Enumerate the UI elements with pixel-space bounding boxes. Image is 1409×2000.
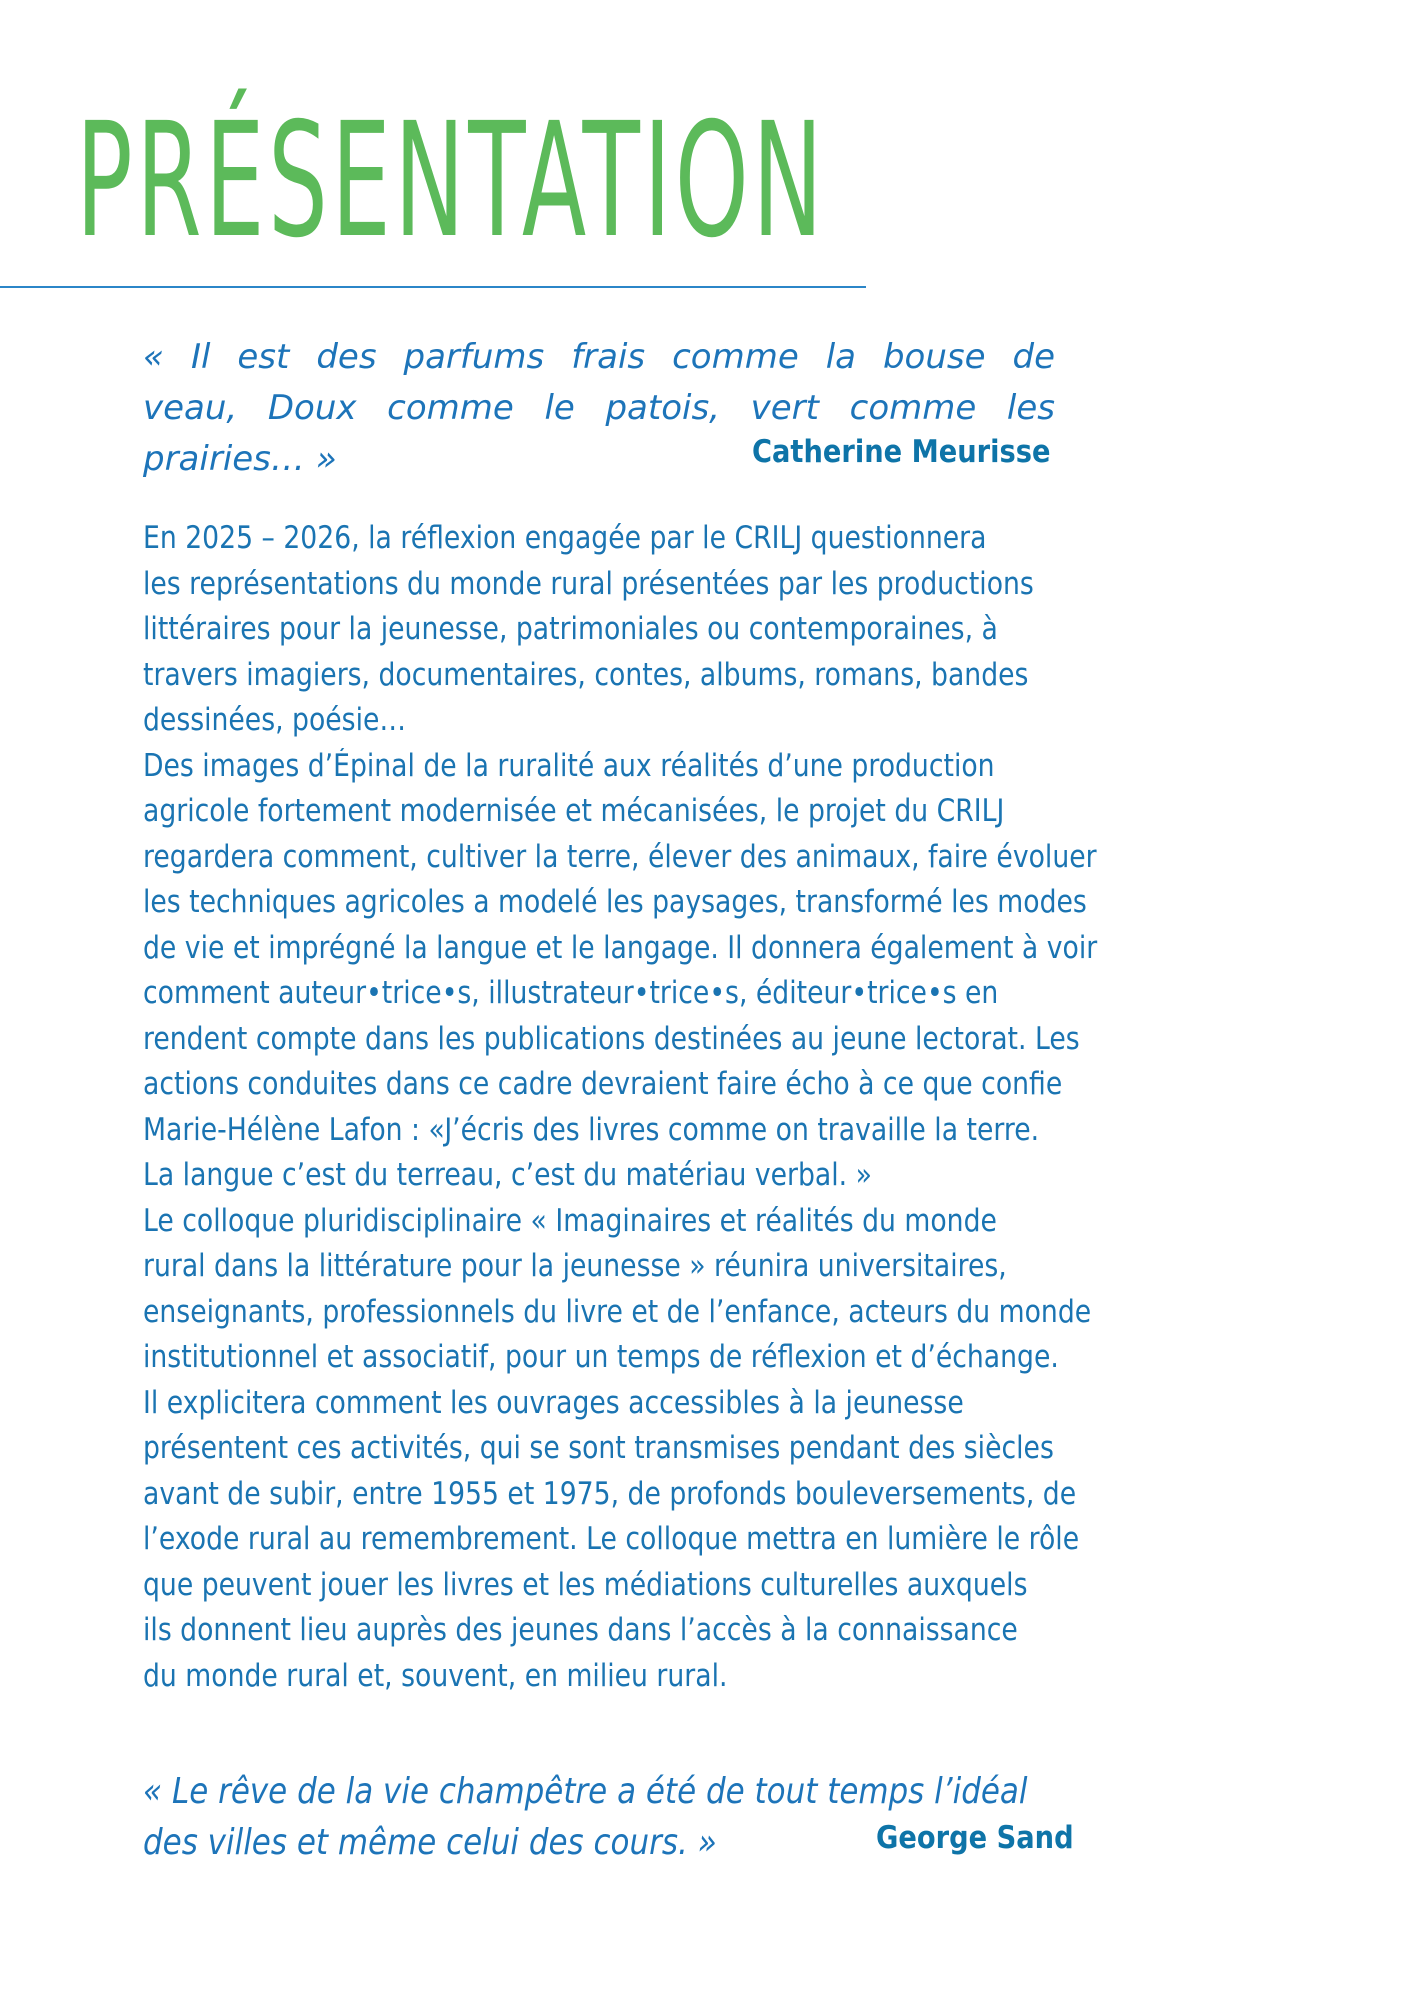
body-line: présentent ces activités, qui se sont transmises pendant des siècles [143,1430,1054,1466]
body-line: littéraires pour la jeunesse, patrimoniales ou contemporaines, à [143,611,998,647]
presentation-body [143,516,1343,1699]
epigraph-line: « Il est des parfums frais comme la bouse de [143,337,1055,377]
body-line: comment auteur•trice•s, illustrateur•trice•s, éditeur•trice•s en [143,975,999,1011]
body-line: actions conduites dans ce cadre devraient faire écho à ce que confie [143,1066,1063,1102]
body-line: l’exode rural au remembrement. Le colloque mettra en lumière le rôle [143,1521,1080,1557]
body-line: Il explicitera comment les ouvrages accessibles à la jeunesse [143,1384,964,1421]
body-line: dessinées, poésie… [143,702,407,738]
body-line: agricole fortement modernisée et mécanisées, le projet du CRILJ [143,793,1005,829]
epigraph-line: veau, Doux comme le patois, vert comme les [143,388,1055,428]
body-line: enseignants, professionnels du livre et de l’enfance, acteurs du monde [143,1293,1092,1330]
body-line: Marie-Hélène Lafon : «J’écris des livres comme on travaille la terre. [143,1111,1040,1148]
closing-quote-author: George Sand [876,1820,1074,1856]
body-line: travers imagiers, documentaires, contes, albums, romans, bandes [143,656,1029,693]
body-line: les représentations du monde rural présentées par les productions [143,565,1034,602]
title-divider [0,286,866,288]
epigraph-line: prairies… » [143,439,337,479]
body-line: que peuvent jouer les livres et les médiations culturelles auxquels [143,1566,1028,1603]
page-title: PRÉSENTATION [76,89,827,273]
closing-quote-line: des villes et même celui des cours. » [143,1822,717,1863]
body-line: Le colloque pluridisciplinaire « Imaginaires et réalités du monde [143,1202,997,1239]
body-line: de vie et imprégné la langue et le langage. Il donnera également à voir [143,929,1098,966]
closing-quote-line: « Le rêve de la vie champêtre a été de tout temps l’idéal [143,1771,1028,1812]
body-line: avant de subir, entre 1955 et 1975, de profonds bouleversements, de [143,1475,1077,1512]
body-line: rendent compte dans les publications destinées au jeune lectorat. Les [143,1020,1080,1057]
body-line: Des images d’Épinal de la ruralité aux réalités d’une production [143,747,995,784]
body-line: institutionnel et associatif, pour un temps de réflexion et d’échange. [143,1339,1059,1375]
body-line: rural dans la littérature pour la jeunesse » réunira universitaires, [143,1248,1007,1284]
body-line: ils donnent lieu auprès des jeunes dans l’accès à la connaissance [143,1612,1018,1648]
body-line: du monde rural et, souvent, en milieu rural. [143,1657,728,1694]
body-line: La langue c’est du terreau, c’est du matériau verbal. » [143,1157,872,1193]
body-line: regardera comment, cultiver la terre, élever des animaux, faire évoluer [143,838,1097,875]
epigraph-author: Catherine Meurisse [752,434,1051,470]
body-line: En 2025 – 2026, la réflexion engagée par le CRILJ questionnera [143,520,987,556]
body-line: les techniques agricoles a modelé les paysages, transformé les modes [143,884,1087,920]
